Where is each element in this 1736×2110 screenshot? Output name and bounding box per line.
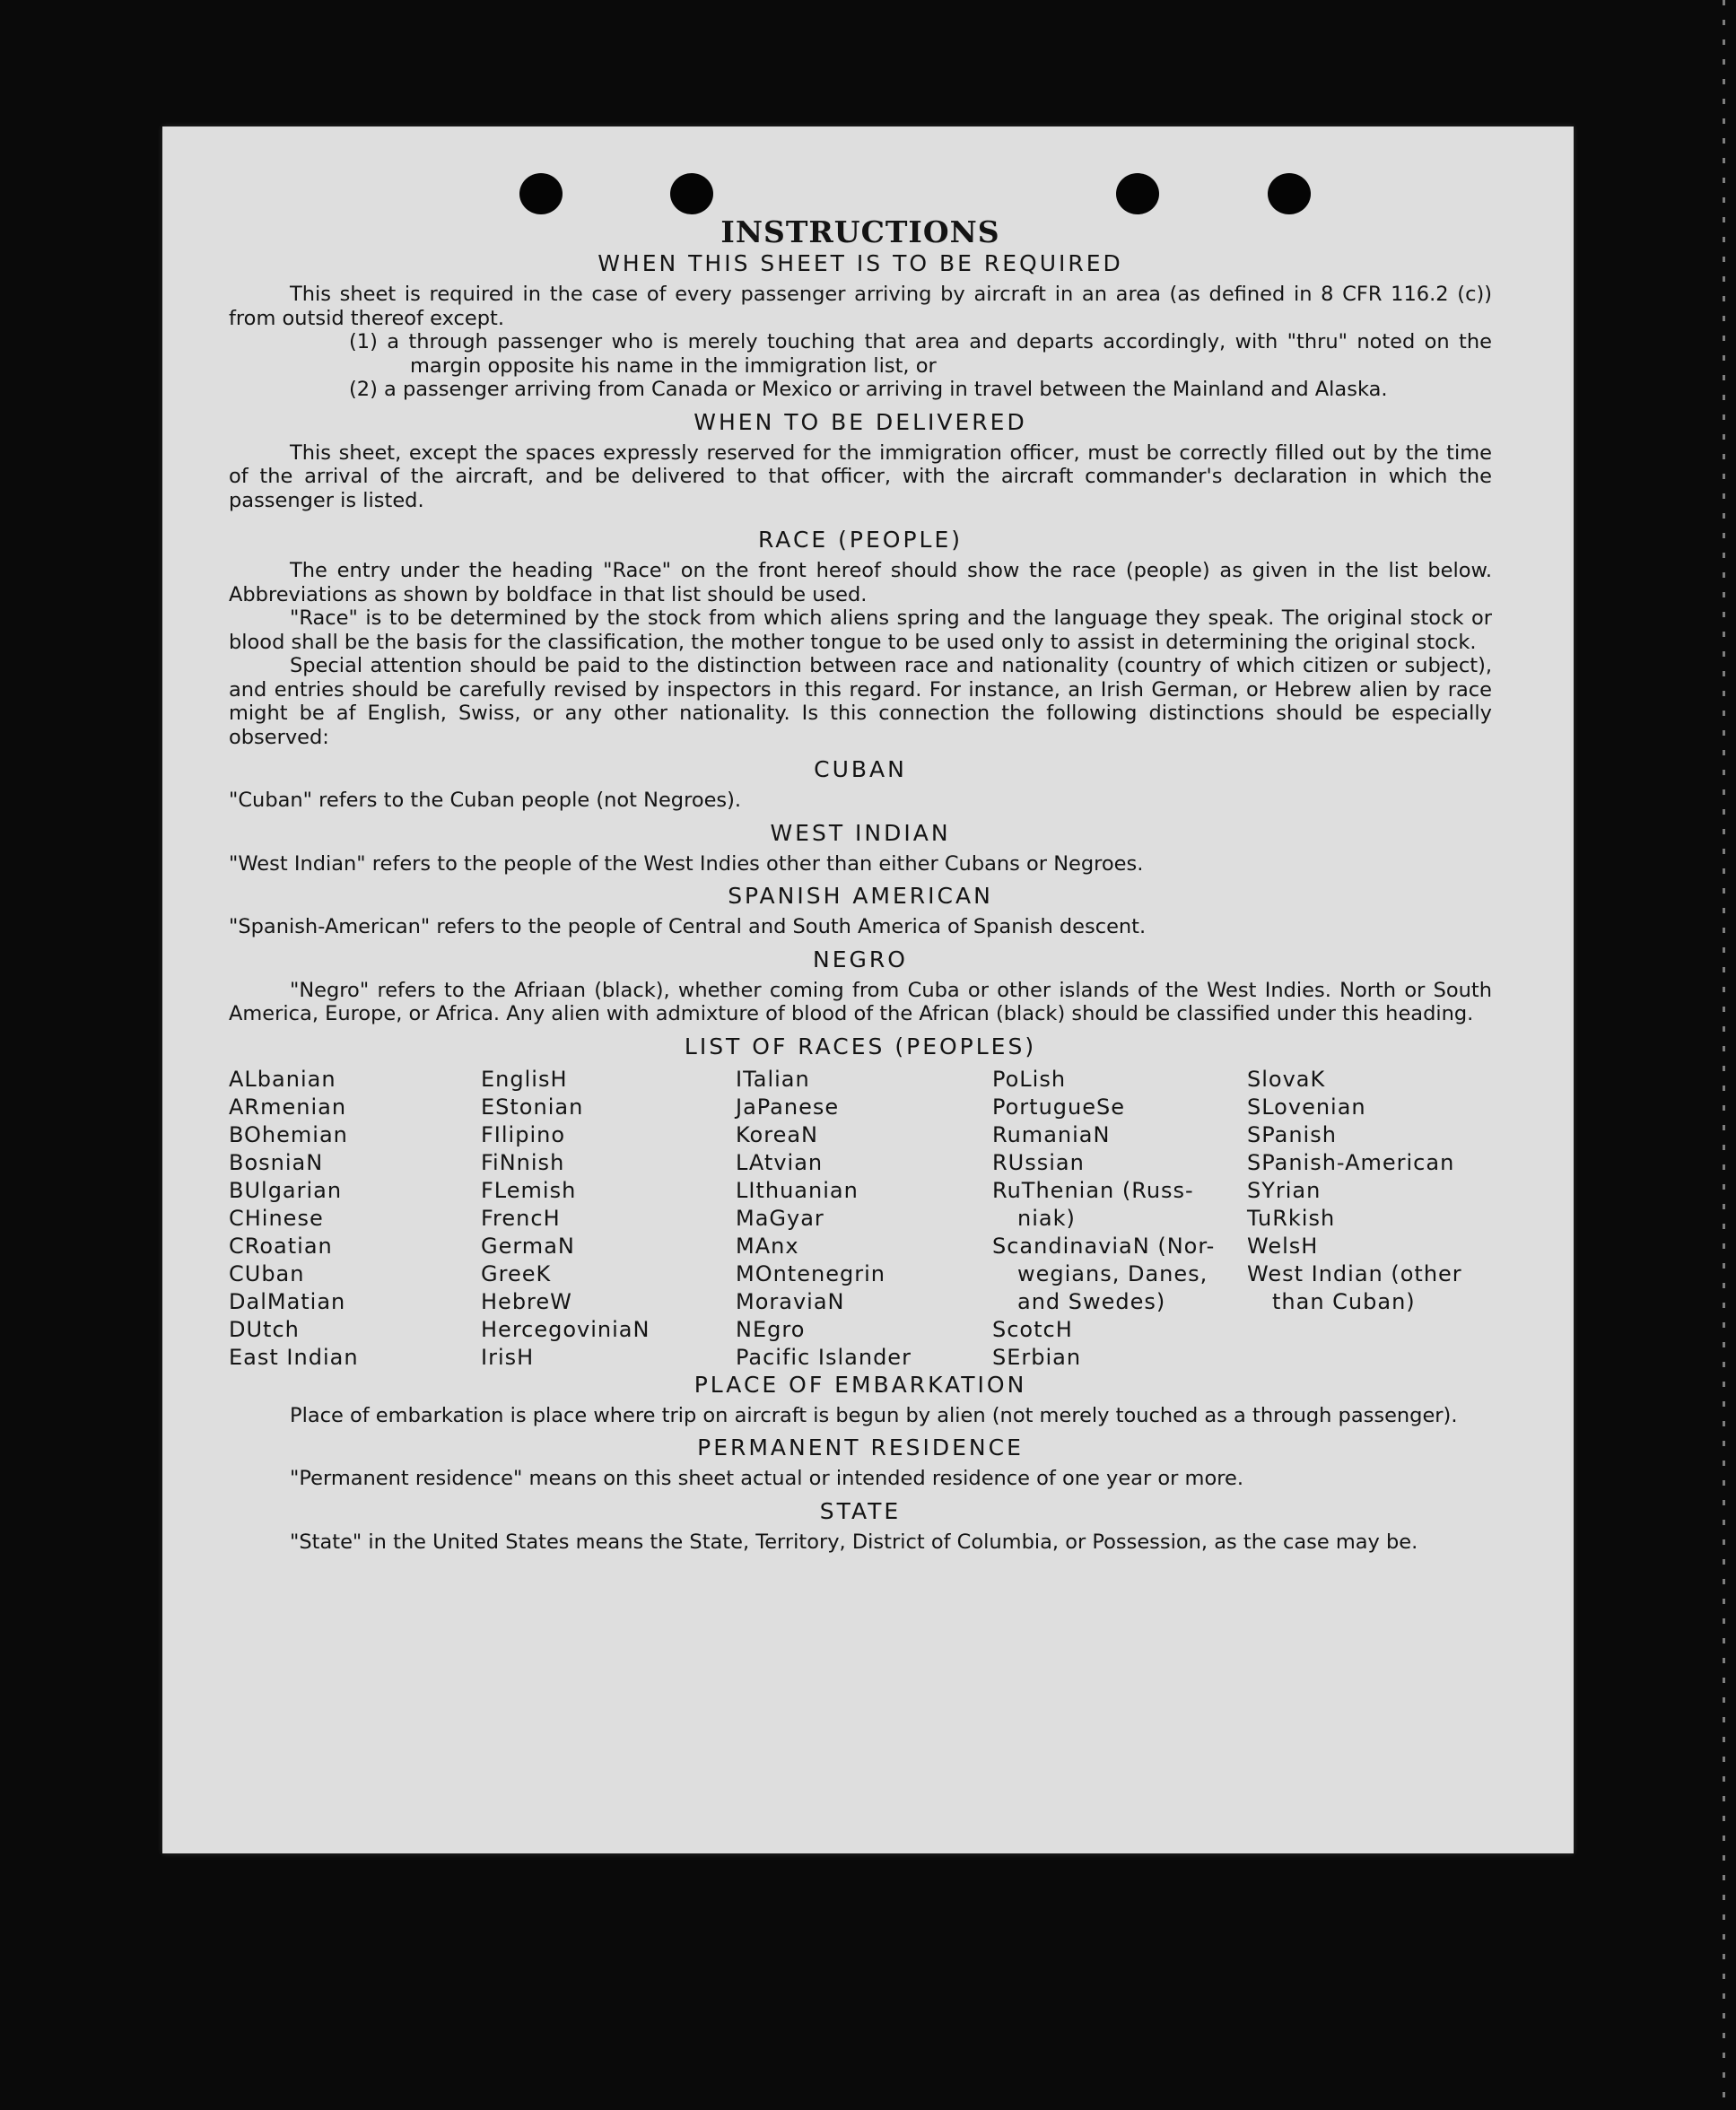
race-item: MoraviaN	[736, 1288, 845, 1314]
punch-hole	[1116, 173, 1159, 214]
races-column-1	[229, 1066, 481, 1372]
race-item: CUban	[229, 1260, 305, 1286]
race-item: BosniaN	[229, 1149, 324, 1175]
race-item: NEgro	[736, 1316, 806, 1342]
race-item: RumaniaN	[992, 1121, 1111, 1147]
race-item: PoLish	[992, 1066, 1067, 1092]
heading-race: RACE (PEOPLE)	[757, 527, 964, 553]
heading-when-required: WHEN THIS SHEET IS TO BE REQUIRED	[598, 250, 1123, 276]
scan-border	[1723, 0, 1725, 2110]
race-item: FiNnish	[481, 1149, 565, 1175]
page-title: INSTRUCTIONS	[720, 214, 1000, 249]
race-item-continuation: and Swedes)	[1017, 1288, 1166, 1314]
race-item: SYrian	[1247, 1177, 1322, 1203]
race-item: ALbanian	[229, 1066, 336, 1092]
heading-negro: NEGRO	[813, 946, 908, 972]
when-delivered-text: This sheet, except the spaces expressly reserved for the immigration officer, must be correctly filled out by the time of the arrival of the aircraft, and be delivered to that officer, with the aircraft commander's declaration in which the passenger is listed.	[229, 440, 1492, 512]
heading-permanent-residence: PERMANENT RESIDENCE	[697, 1434, 1024, 1460]
race-paragraph-3: Special attention should be paid to the distinction between race and nationality (country of which citizen or subject), and entries should be carefully revised by inspectors in this regard. For instance, an Irish German, or Hebrew alien by race might be af English, Swiss, or any other nationality. Is this connection the following distinctions should be especially observed:	[229, 654, 1492, 749]
race-item: CRoatian	[229, 1233, 333, 1259]
race-item: SLovenian	[1247, 1094, 1366, 1120]
race-item: ARmenian	[229, 1094, 347, 1120]
race-item-continuation: than Cuban)	[1272, 1288, 1416, 1314]
race-item: FrencH	[481, 1205, 561, 1231]
instructions-content	[229, 214, 1492, 1554]
race-item: BUlgarian	[229, 1177, 343, 1203]
race-item-continuation: wegians, Danes,	[1017, 1260, 1208, 1286]
race-item: JaPanese	[736, 1094, 840, 1120]
race-item: GreeK	[481, 1260, 552, 1286]
race-item: ScotcH	[992, 1316, 1073, 1342]
race-item: MaGyar	[736, 1205, 824, 1231]
race-item: BOhemian	[229, 1121, 348, 1147]
punch-hole	[670, 173, 713, 214]
heading-place-of-embarkation: PLACE OF EMBARKATION	[694, 1371, 1027, 1398]
races-column-3	[736, 1066, 992, 1372]
race-item: SlovaK	[1247, 1066, 1326, 1092]
race-item-continuation: niak)	[1017, 1205, 1076, 1231]
race-item: West Indian (other	[1247, 1260, 1462, 1286]
race-paragraph-2: "Race" is to be determined by the stock from which aliens spring and the language they speak. The original stock or blood shall be the basis for the classification, the mother tongue to be used only to assist in determining the original stock.	[229, 606, 1492, 654]
heading-west-indian: WEST INDIAN	[770, 819, 951, 846]
when-required-intro: This sheet is required in the case of every passenger arriving by aircraft in an area (as defined in 8 CFR 116.2 (c)) from outsid thereof except.	[229, 283, 1492, 330]
spanish-american-text: "Spanish-American" refers to the people of Central and South America of Spanish descent.	[229, 915, 1147, 938]
race-item: FIlipino	[481, 1121, 566, 1147]
races-column-4	[992, 1066, 1247, 1372]
races-column-5	[1247, 1066, 1492, 1372]
negro-text: "Negro" refers to the Afriaan (black), whether coming from Cuba or other islands of the West Indies. North or South America, Europe, or Africa. Any alien with admixture of blood of the African (black) should be classified under this heading.	[229, 978, 1492, 1025]
races-column-2	[481, 1066, 736, 1372]
embarkation-text: Place of embarkation is place where trip on aircraft is begun by alien (not merely touched as a through passenger).	[290, 1403, 1458, 1427]
race-item: SErbian	[992, 1344, 1082, 1370]
west-indian-text: "West Indian" refers to the people of the West Indies other than either Cubans or Negroes.	[229, 851, 1144, 876]
race-item: SPanish	[1247, 1121, 1337, 1147]
race-paragraph-1: The entry under the heading "Race" on the front hereof should show the race (people) as given in the list below. Abbreviations as shown by boldface in that list should be used.	[229, 559, 1492, 606]
race-item: EnglisH	[481, 1066, 568, 1092]
race-item: PortugueSe	[992, 1094, 1125, 1120]
race-item: ScandinaviaN (Nor-	[992, 1233, 1216, 1259]
heading-cuban: CUBAN	[814, 756, 907, 782]
race-item: HebreW	[481, 1288, 572, 1314]
race-item: MOntenegrin	[736, 1260, 885, 1286]
race-item: HercegoviniaN	[481, 1316, 650, 1342]
heading-when-delivered: WHEN TO BE DELIVERED	[694, 408, 1027, 435]
race-item: Pacific Islander	[736, 1344, 912, 1370]
residence-text: "Permanent residence" means on this sheet actual or intended residence of one year or more.	[290, 1467, 1243, 1490]
races-list	[229, 1066, 1492, 1372]
when-required-item-2: (2) a passenger arriving from Canada or Mexico or arriving in travel between the Mainland and Alaska.	[349, 378, 1388, 401]
race-item: RUssian	[992, 1149, 1085, 1175]
race-item: GermaN	[481, 1233, 575, 1259]
cuban-text: "Cuban" refers to the Cuban people (not Negroes).	[229, 789, 742, 812]
heading-spanish-american: SPANISH AMERICAN	[728, 883, 993, 909]
race-item: WelsH	[1247, 1233, 1319, 1259]
race-item: EStonian	[481, 1094, 584, 1120]
race-item: TuRkish	[1247, 1205, 1336, 1231]
race-item: SPanish-American	[1247, 1149, 1455, 1175]
document-page	[162, 126, 1574, 1853]
race-item: IrisH	[481, 1344, 535, 1370]
race-item: East Indian	[229, 1344, 359, 1370]
race-item: FLemish	[481, 1177, 577, 1203]
punch-hole	[1268, 173, 1311, 214]
race-item: RuThenian (Russ-	[992, 1177, 1194, 1203]
heading-state: STATE	[819, 1497, 902, 1524]
race-item: CHinese	[229, 1205, 324, 1231]
heading-list-of-races: LIST OF RACES (PEOPLES)	[684, 1033, 1037, 1059]
race-item: DalMatian	[229, 1288, 346, 1314]
race-item: KoreaN	[736, 1121, 818, 1147]
punch-hole	[519, 173, 563, 214]
when-required-item-1: (1) a through passenger who is merely touching that area and departs accordingly, with "thru" noted on the margin opposite his name in the immigration list, or	[349, 330, 1492, 378]
race-item: LIthuanian	[736, 1177, 859, 1203]
race-item: ITalian	[736, 1066, 810, 1092]
race-item: MAnx	[736, 1233, 799, 1259]
state-text: "State" in the United States means the State, Territory, District of Columbia, or Possession, as the case may be.	[290, 1530, 1418, 1554]
race-item: DUtch	[229, 1316, 300, 1342]
race-item: LAtvian	[736, 1149, 824, 1175]
